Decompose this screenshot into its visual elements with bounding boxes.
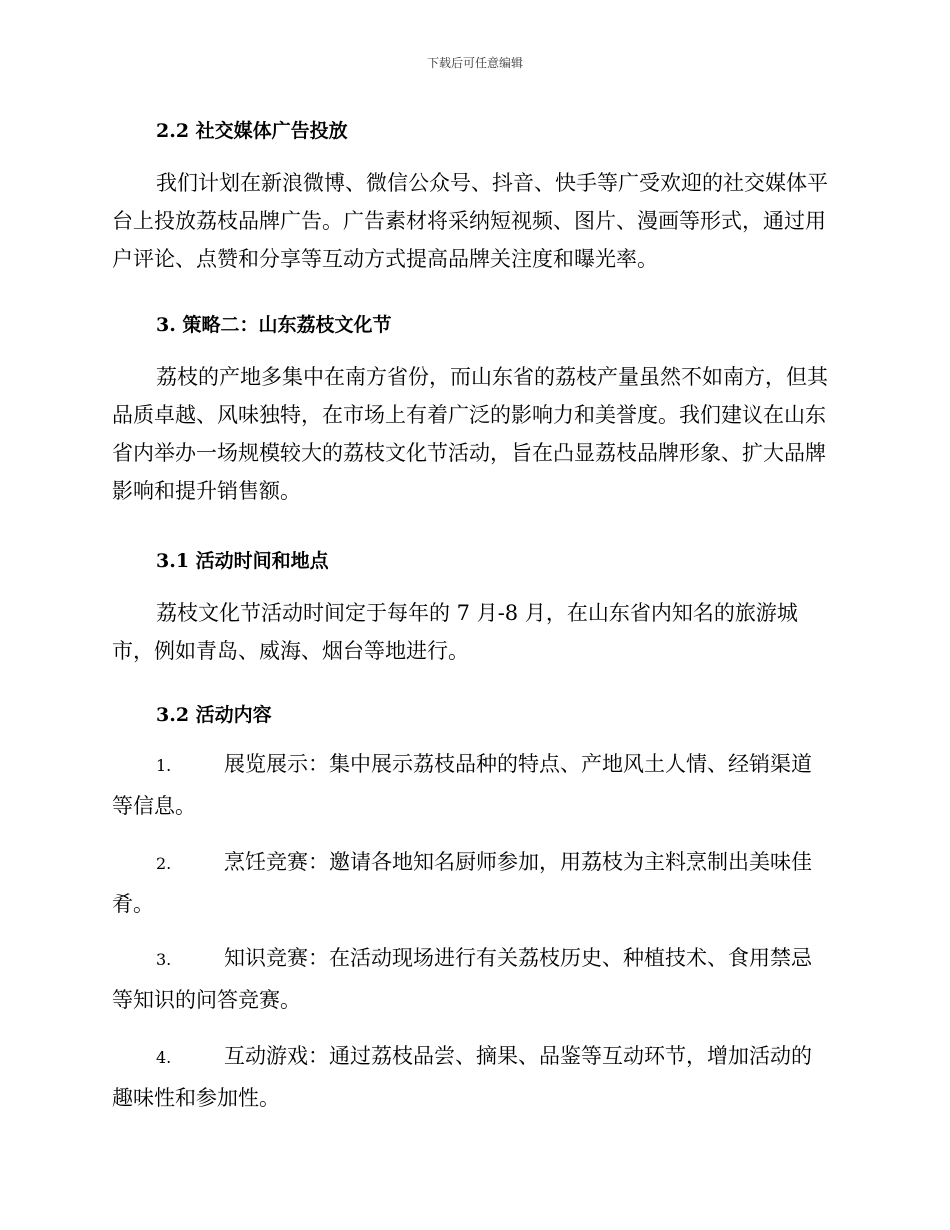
heading-3: 3. 策略二：山东荔枝文化节	[156, 314, 392, 336]
page-header: 下载后可任意编辑	[426, 56, 523, 70]
list-item: 3. 知识竞赛：在活动现场进行有关荔枝历史、种植技术、食用禁忌等知识的问答竞赛。	[112, 946, 812, 1012]
paragraph-2-2: 我们计划在新浪微博、微信公众号、抖音、快手等广受欢迎的社交媒体平台上投放荔枝品牌广告。广告素材将采纳短视频、图片、漫画等形式，通过用户评论、点赞和分享等互动方式提高品牌关注度和曝光率。	[112, 171, 828, 271]
paragraph-3-1: 荔枝文化节活动时间定于每年的 7 月-8 月，在山东省内知名的旅游城市，例如青岛、威海、烟台等地进行。	[112, 601, 798, 663]
paragraph-3: 荔枝的产地多集中在南方省份，而山东省的荔枝产量虽然不如南方，但其品质卓越、风味独特，在市场上有着广泛的影响力和美誉度。我们建议在山东省内举办一场规模较大的荔枝文化节活动，旨在凸显荔枝品牌形象、扩大品牌影响和提升销售额。	[112, 365, 828, 503]
heading-3-2: 3.2 活动内容	[156, 704, 272, 726]
heading-3-1: 3.1 活动时间和地点	[156, 550, 329, 572]
list-item: 1. 展览展示：集中展示荔枝品种的特点、产地风土人情、经销渠道等信息。	[112, 752, 812, 818]
list-item: 2. 烹饪竞赛：邀请各地知名厨师参加，用荔枝为主料烹制出美味佳肴。	[112, 850, 812, 916]
heading-2-2: 2.2 社交媒体广告投放	[156, 120, 348, 142]
list-item: 4. 互动游戏：通过荔枝品尝、摘果、品鉴等互动环节，增加活动的趣味性和参加性。	[112, 1044, 812, 1110]
